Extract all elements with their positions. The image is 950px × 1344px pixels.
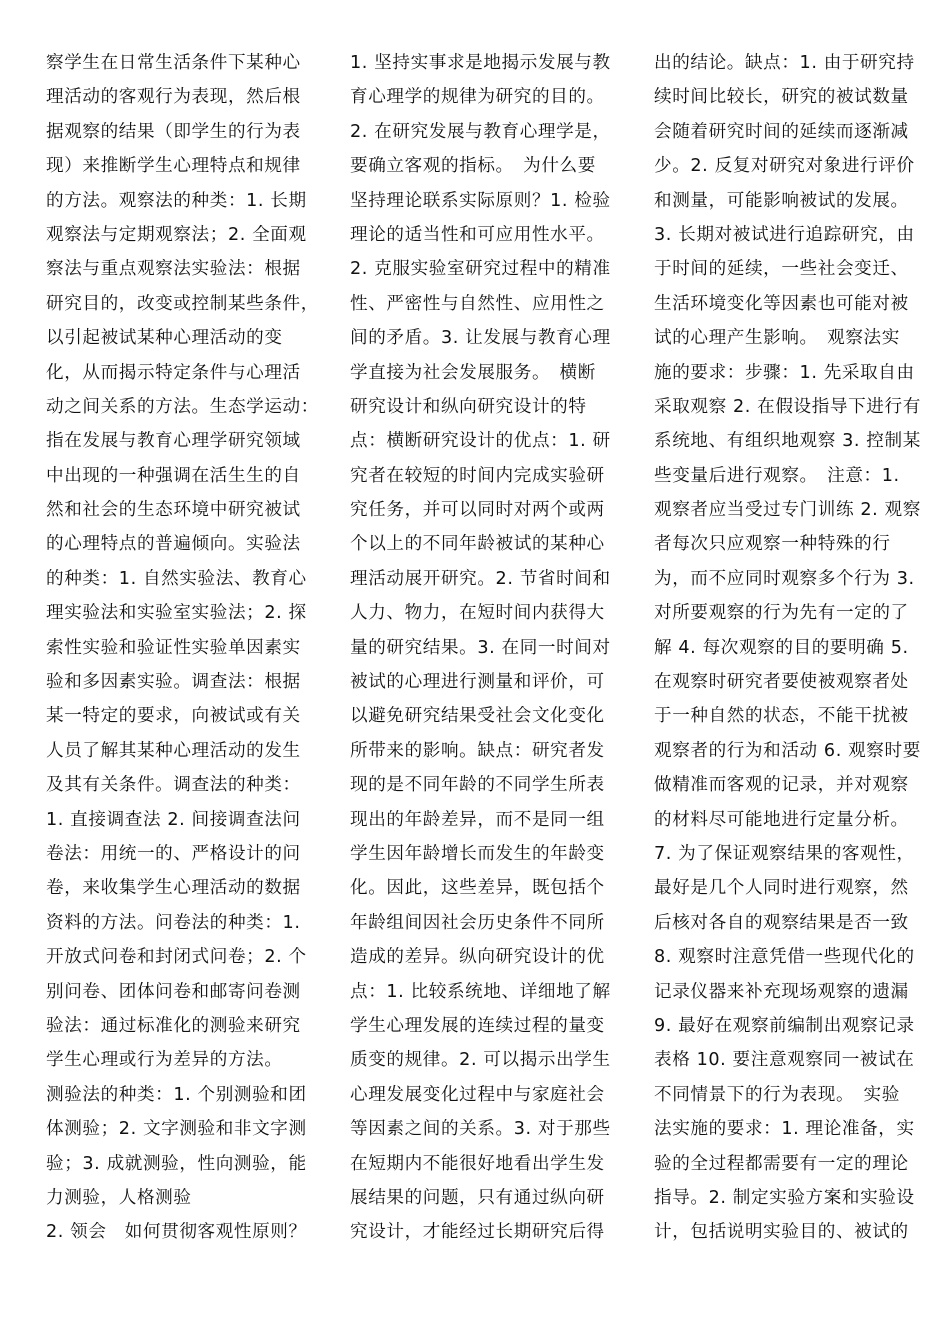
text-line: 记录仪器来补充现场观察的遗漏 bbox=[654, 981, 909, 1002]
text-line: 对所要观察的行为先有一定的了 bbox=[654, 603, 909, 624]
text-line: 察法与重点观察法实验法：根据 bbox=[46, 259, 301, 280]
text-line: 察学生在日常生活条件下某种心 bbox=[46, 53, 301, 73]
text-line: 生活环境变化等因素也可能对被 bbox=[654, 293, 909, 314]
text-line: 验法：通过标准化的测验来研究 bbox=[46, 1015, 301, 1036]
text-line: 2. 克服实验室研究过程中的精准 bbox=[350, 259, 611, 280]
text-line: 育心理学的规律为研究的目的。 bbox=[350, 87, 605, 108]
text-line: 据观察的结果（即学生的行为表 bbox=[46, 121, 301, 142]
text-line: 以避免研究结果受社会文化变化 bbox=[350, 706, 605, 727]
text-line: 卷，来收集学生心理活动的数据 bbox=[46, 878, 301, 899]
text-column-middle bbox=[350, 46, 636, 1316]
text-line: 1. 直接调查法 2. 间接调查法问 bbox=[46, 809, 301, 830]
text-line: 点：1. 比较系统地、详细地了解 bbox=[350, 981, 611, 1002]
text-line: 点：横断研究设计的优点：1. 研 bbox=[350, 431, 611, 452]
text-line: 指导。2. 制定实验方案和实验设 bbox=[654, 1187, 915, 1208]
text-line: 造成的差异。纵向研究设计的优 bbox=[350, 947, 605, 968]
text-line: 8. 观察时注意凭借一些现代化的 bbox=[654, 947, 915, 968]
text-line: 3. 长期对被试进行追踪研究，由 bbox=[654, 224, 915, 245]
text-line: 计，包括说明实验目的、被试的 bbox=[654, 1222, 909, 1243]
text-line: 于一种自然的状态，不能干扰被 bbox=[654, 706, 909, 727]
text-line: 量的研究结果。3. 在同一时间对 bbox=[350, 637, 611, 658]
text-line: 和测量，可能影响被试的发展。 bbox=[654, 190, 909, 211]
text-line: 现的是不同年龄的不同学生所表 bbox=[350, 775, 605, 796]
text-line: 学直接为社会发展服务。 横断 bbox=[350, 362, 596, 383]
text-line: 1. 坚持实事求是地揭示发展与教 bbox=[350, 53, 611, 73]
text-line: 以引起被试某种心理活动的变 bbox=[46, 328, 283, 349]
text-line: 解 4. 每次观察的目的要明确 5. bbox=[654, 637, 909, 658]
text-line: 表格 10. 要注意观察同一被试在 bbox=[654, 1050, 915, 1071]
text-line: 不同情景下的行为表现。 实验 bbox=[654, 1084, 900, 1105]
text-line: 及其有关条件。调查法的种类： bbox=[46, 775, 301, 796]
text-line: 在观察时研究者要使被观察者处 bbox=[654, 672, 909, 693]
text-line: 学生心理或行为差异的方法。 bbox=[46, 1050, 283, 1071]
text-line: 化。因此，这些差异，既包括个 bbox=[350, 878, 605, 899]
text-line: 研究设计和纵向研究设计的特 bbox=[350, 396, 587, 417]
text-line: 然和社会的生态环境中研究被试 bbox=[46, 500, 301, 521]
text-line: 的材料尽可能地进行定量分析。 bbox=[654, 809, 909, 830]
text-line: 性、严密性与自然性、应用性之 bbox=[350, 293, 605, 314]
text-line: 索性实验和验证性实验单因素实 bbox=[46, 637, 301, 658]
text-line: 究任务，并可以同时对两个或两 bbox=[350, 500, 605, 521]
text-line: 在短期内不能很好地看出学生发 bbox=[350, 1153, 605, 1174]
text-line: 年龄组间因社会历史条件不同所 bbox=[350, 912, 605, 933]
text-line: 系统地、有组织地观察 3. 控制某 bbox=[654, 431, 921, 452]
text-line: 些变量后进行观察。 注意：1. bbox=[654, 465, 900, 486]
text-line: 观察法与定期观察法；2. 全面观 bbox=[46, 224, 307, 245]
text-line: 理活动的客观行为表现，然后根 bbox=[46, 87, 301, 108]
text-line: 坚持理论联系实际原则？1. 检验 bbox=[350, 190, 611, 211]
text-line: 做精准而客观的记录，并对观察 bbox=[654, 775, 909, 796]
text-line: 个以上的不同年龄被试的某种心 bbox=[350, 534, 605, 555]
text-line: 究者在较短的时间内完成实验研 bbox=[350, 465, 605, 486]
text-line: 资料的方法。问卷法的种类：1. bbox=[46, 912, 301, 933]
text-line: 法实施的要求：1. 理论准备，实 bbox=[654, 1119, 915, 1140]
text-line: 体测验；2. 文字测验和非文字测 bbox=[46, 1119, 307, 1140]
text-line: 试的心理产生影响。 观察法实 bbox=[654, 328, 900, 349]
text-line: 力测验，人格测验 bbox=[46, 1187, 192, 1208]
text-line: 9. 最好在观察前编制出观察记录 bbox=[654, 1015, 915, 1036]
text-line: 间的矛盾。3. 让发展与教育心理 bbox=[350, 328, 611, 349]
text-line: 学生因年龄增长而发生的年龄变 bbox=[350, 843, 605, 864]
text-line: 要确立客观的指标。 为什么要 bbox=[350, 156, 596, 177]
text-line: 的种类：1. 自然实验法、教育心 bbox=[46, 568, 307, 589]
text-line: 少。2. 反复对研究对象进行评价 bbox=[654, 156, 915, 177]
text-line: 指在发展与教育心理学研究领域 bbox=[46, 431, 301, 452]
text-line: 理活动展开研究。2. 节省时间和 bbox=[350, 568, 611, 589]
text-line: 研究目的，改变或控制某些条件， bbox=[46, 293, 319, 314]
text-line: 施的要求：步骤：1. 先采取自由 bbox=[654, 362, 915, 383]
text-line: 化，从而揭示特定条件与心理活 bbox=[46, 362, 301, 383]
text-line: 会随着研究时间的延续而逐渐减 bbox=[654, 121, 909, 142]
text-line: 验的全过程都需要有一定的理论 bbox=[654, 1153, 909, 1174]
text-line: 别问卷、团体问卷和邮寄问卷测 bbox=[46, 981, 301, 1002]
text-line: 人员了解其某种心理活动的发生 bbox=[46, 740, 301, 761]
text-line: 心理发展变化过程中与家庭社会 bbox=[350, 1084, 605, 1105]
text-line: 某一特定的要求，向被试或有关 bbox=[46, 706, 301, 727]
text-line: 者每次只应观察一种特殊的行 bbox=[654, 534, 891, 555]
text-line: 7. 为了保证观察结果的客观性， bbox=[654, 843, 915, 864]
text-line: 2. 领会 如何贯彻客观性原则？ bbox=[46, 1222, 307, 1243]
text-line: 测验法的种类：1. 个别测验和团 bbox=[46, 1084, 307, 1105]
text-line: 理论的适当性和可应用性水平。 bbox=[350, 224, 605, 245]
text-line: 动之间关系的方法。生态学运动： bbox=[46, 396, 319, 417]
text-line: 后核对各自的观察结果是否一致 bbox=[654, 912, 909, 933]
text-line: 所带来的影响。缺点：研究者发 bbox=[350, 740, 605, 761]
text-line: 为，而不应同时观察多个行为 3. bbox=[654, 568, 915, 589]
text-line: 采取观察 2. 在假设指导下进行有 bbox=[654, 396, 921, 417]
text-line: 最好是几个人同时进行观察，然 bbox=[654, 878, 909, 899]
text-line: 被试的心理进行测量和评价，可 bbox=[350, 672, 605, 693]
text-column-right bbox=[654, 46, 938, 1316]
text-line: 出的结论。缺点：1. 由于研究持 bbox=[654, 53, 915, 73]
text-line: 人力、物力，在短时间内获得大 bbox=[350, 603, 605, 624]
text-line: 展结果的问题，只有通过纵向研 bbox=[350, 1187, 605, 1208]
text-line: 质变的规律。2. 可以揭示出学生 bbox=[350, 1050, 611, 1071]
text-line: 验；3. 成就测验，性向测验，能 bbox=[46, 1153, 307, 1174]
text-line: 于时间的延续，一些社会变迁、 bbox=[654, 259, 909, 280]
text-line: 现）来推断学生心理特点和规律 bbox=[46, 156, 301, 177]
text-line: 现出的年龄差异，而不是同一组 bbox=[350, 809, 605, 830]
text-line: 观察者应当受过专门训练 2. 观察 bbox=[654, 500, 921, 521]
text-line: 的心理特点的普遍倾向。实验法 bbox=[46, 534, 301, 555]
text-column-left bbox=[46, 46, 330, 1316]
text-line: 等因素之间的关系。3. 对于那些 bbox=[350, 1119, 611, 1140]
text-line: 的方法。观察法的种类：1. 长期 bbox=[46, 190, 307, 211]
text-line: 验和多因素实验。调查法：根据 bbox=[46, 672, 301, 693]
text-line: 2. 在研究发展与教育心理学是， bbox=[350, 121, 611, 142]
text-line: 续时间比较长，研究的被试数量 bbox=[654, 87, 909, 108]
text-line: 学生心理发展的连续过程的量变 bbox=[350, 1015, 605, 1036]
text-line: 中出现的一种强调在活生生的自 bbox=[46, 465, 301, 486]
text-line: 究设计，才能经过长期研究后得 bbox=[350, 1222, 605, 1243]
text-line: 理实验法和实验室实验法；2. 探 bbox=[46, 603, 307, 624]
text-line: 卷法：用统一的、严格设计的问 bbox=[46, 843, 301, 864]
text-line: 开放式问卷和封闭式问卷；2. 个 bbox=[46, 947, 307, 968]
text-line: 观察者的行为和活动 6. 观察时要 bbox=[654, 740, 921, 761]
